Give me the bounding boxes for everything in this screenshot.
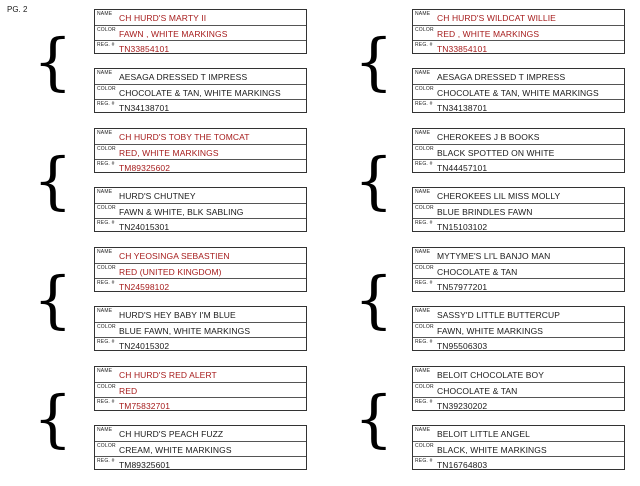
color-value: FAWN, WHITE MARKINGS (437, 326, 544, 336)
pedigree-bracket: { (33, 263, 73, 336)
reg-row (95, 159, 306, 175)
color-value: CHOCOLATE & TAN, WHITE MARKINGS (437, 88, 599, 98)
color-value: RED (UNITED KINGDOM) (119, 267, 222, 277)
color-value: RED, WHITE MARKINGS (119, 148, 219, 158)
name-label: NAME (97, 427, 113, 433)
name-row (95, 10, 306, 25)
name-row (413, 10, 624, 25)
name-value: CH YEOSINGA SEBASTIEN (119, 251, 230, 261)
name-row (95, 426, 306, 441)
color-row (95, 263, 306, 279)
reg-row (95, 40, 306, 56)
reg-label: REG. # (97, 42, 115, 48)
name-label: NAME (415, 130, 431, 136)
color-value: BLACK SPOTTED ON WHITE (437, 148, 555, 158)
color-value: FAWN & WHITE, BLK SABLING (119, 207, 244, 217)
reg-value: TN33854101 (119, 44, 170, 54)
pedigree-bracket: { (33, 144, 73, 217)
color-row (95, 382, 306, 398)
reg-row (95, 337, 306, 353)
dam-card (94, 425, 307, 470)
name-row (95, 248, 306, 263)
reg-value: TN39230202 (437, 401, 488, 411)
color-value: CHOCOLATE & TAN, WHITE MARKINGS (119, 88, 281, 98)
reg-label: REG. # (415, 458, 433, 464)
sire-card (94, 128, 307, 173)
color-label: COLOR (97, 146, 116, 152)
color-label: COLOR (97, 86, 116, 92)
sire-card (412, 9, 625, 54)
name-value: HURD'S CHUTNEY (119, 191, 196, 201)
name-row (413, 367, 624, 382)
name-label: NAME (415, 368, 431, 374)
color-label: COLOR (415, 146, 434, 152)
reg-label: REG. # (415, 339, 433, 345)
reg-row (95, 99, 306, 115)
name-label: NAME (415, 11, 431, 17)
color-row (413, 322, 624, 338)
name-row (95, 307, 306, 322)
dam-card (412, 425, 625, 470)
sire-card (412, 128, 625, 173)
reg-row (413, 159, 624, 175)
color-label: COLOR (97, 443, 116, 449)
reg-label: REG. # (97, 220, 115, 226)
color-row (95, 322, 306, 338)
color-label: COLOR (415, 27, 434, 33)
sire-card (412, 366, 625, 411)
reg-label: REG. # (415, 220, 433, 226)
pedigree-bracket: { (33, 382, 73, 455)
name-row (413, 307, 624, 322)
reg-label: REG. # (415, 161, 433, 167)
name-value: CH HURD'S PEACH FUZZ (119, 429, 224, 439)
color-value: CHOCOLATE & TAN (437, 267, 518, 277)
pedigree-bracket: { (354, 263, 394, 336)
name-row (95, 367, 306, 382)
reg-value: TN95506303 (437, 341, 488, 351)
name-value: AESAGA DRESSED T IMPRESS (437, 72, 566, 82)
sire-card (94, 9, 307, 54)
dam-card (412, 187, 625, 232)
color-row (95, 441, 306, 457)
name-label: NAME (97, 189, 113, 195)
name-value: BELOIT CHOCOLATE BOY (437, 370, 545, 380)
name-value: HURD'S HEY BABY I'M BLUE (119, 310, 236, 320)
name-row (413, 129, 624, 144)
reg-row (413, 397, 624, 413)
color-label: COLOR (97, 27, 116, 33)
page-label: PG. 2 (7, 5, 28, 14)
color-label: COLOR (97, 324, 116, 330)
sire-card (94, 366, 307, 411)
color-row (413, 84, 624, 100)
color-label: COLOR (97, 265, 116, 271)
color-value: CHOCOLATE & TAN (437, 386, 518, 396)
reg-label: REG. # (415, 280, 433, 286)
reg-value: TN44457101 (437, 163, 488, 173)
reg-row (413, 456, 624, 472)
reg-value: TN24015302 (119, 341, 170, 351)
color-label: COLOR (97, 205, 116, 211)
color-value: BLUE BRINDLES FAWN (437, 207, 533, 217)
reg-value: TN57977201 (437, 282, 488, 292)
pedigree-bracket: { (33, 25, 73, 98)
reg-label: REG. # (415, 42, 433, 48)
name-label: NAME (415, 308, 431, 314)
reg-row (95, 278, 306, 294)
name-value: CHEROKEES J B BOOKS (437, 132, 540, 142)
color-value: CREAM, WHITE MARKINGS (119, 445, 232, 455)
name-row (413, 426, 624, 441)
reg-label: REG. # (415, 101, 433, 107)
sire-card (94, 247, 307, 292)
reg-value: TM75832701 (119, 401, 171, 411)
name-value: CH HURD'S RED ALERT (119, 370, 217, 380)
name-row (413, 188, 624, 203)
color-label: COLOR (415, 86, 434, 92)
reg-value: TM89325601 (119, 460, 171, 470)
color-row (95, 203, 306, 219)
color-value: RED , WHITE MARKINGS (437, 29, 540, 39)
reg-value: TN34138701 (119, 103, 170, 113)
reg-label: REG. # (415, 399, 433, 405)
name-label: NAME (97, 308, 113, 314)
color-label: COLOR (415, 265, 434, 271)
pedigree-bracket: { (354, 144, 394, 217)
name-value: AESAGA DRESSED T IMPRESS (119, 72, 248, 82)
name-value: CHEROKEES LIL MISS MOLLY (437, 191, 561, 201)
color-value: BLACK, WHITE MARKINGS (437, 445, 547, 455)
name-label: NAME (97, 368, 113, 374)
name-label: NAME (415, 70, 431, 76)
pedigree-bracket: { (354, 382, 394, 455)
name-label: NAME (97, 70, 113, 76)
color-row (95, 84, 306, 100)
reg-row (413, 218, 624, 234)
color-label: COLOR (415, 443, 434, 449)
reg-row (413, 278, 624, 294)
reg-row (95, 397, 306, 413)
reg-value: TN24598102 (119, 282, 170, 292)
name-label: NAME (97, 11, 113, 17)
reg-label: REG. # (97, 280, 115, 286)
name-row (413, 248, 624, 263)
name-label: NAME (97, 249, 113, 255)
color-label: COLOR (415, 205, 434, 211)
color-label: COLOR (97, 384, 116, 390)
reg-row (413, 99, 624, 115)
color-row (413, 203, 624, 219)
dam-card (412, 306, 625, 351)
dam-card (94, 187, 307, 232)
reg-value: TN16764803 (437, 460, 488, 470)
color-row (413, 382, 624, 398)
color-value: BLUE FAWN, WHITE MARKINGS (119, 326, 251, 336)
reg-value: TN24015301 (119, 222, 170, 232)
name-label: NAME (415, 427, 431, 433)
name-label: NAME (415, 189, 431, 195)
reg-row (413, 337, 624, 353)
name-value: CH HURD'S WILDCAT WILLIE (437, 13, 556, 23)
dam-card (412, 68, 625, 113)
color-label: COLOR (415, 384, 434, 390)
name-value: CH HURD'S TOBY THE TOMCAT (119, 132, 250, 142)
reg-row (413, 40, 624, 56)
color-row (413, 263, 624, 279)
reg-label: REG. # (97, 399, 115, 405)
color-row (95, 25, 306, 41)
reg-value: TM89325602 (119, 163, 171, 173)
pedigree-bracket: { (354, 25, 394, 98)
reg-value: TN34138701 (437, 103, 488, 113)
name-value: SASSY'D LITTLE BUTTERCUP (437, 310, 561, 320)
name-row (413, 69, 624, 84)
sire-card (412, 247, 625, 292)
name-label: NAME (415, 249, 431, 255)
reg-row (95, 456, 306, 472)
color-label: COLOR (415, 324, 434, 330)
color-value: FAWN , WHITE MARKINGS (119, 29, 228, 39)
reg-value: TN33854101 (437, 44, 488, 54)
color-row (413, 25, 624, 41)
name-value: BELOIT LITTLE ANGEL (437, 429, 530, 439)
color-value: RED (119, 386, 138, 396)
color-row (95, 144, 306, 160)
name-row (95, 188, 306, 203)
reg-label: REG. # (97, 101, 115, 107)
reg-value: TN15103102 (437, 222, 488, 232)
dam-card (94, 306, 307, 351)
reg-label: REG. # (97, 161, 115, 167)
color-row (413, 441, 624, 457)
name-row (95, 129, 306, 144)
name-label: NAME (97, 130, 113, 136)
name-value: CH HURD'S MARTY II (119, 13, 207, 23)
reg-label: REG. # (97, 339, 115, 345)
name-value: MYTYME'S LI'L BANJO MAN (437, 251, 551, 261)
reg-row (95, 218, 306, 234)
reg-label: REG. # (97, 458, 115, 464)
name-row (95, 69, 306, 84)
color-row (413, 144, 624, 160)
dam-card (94, 68, 307, 113)
